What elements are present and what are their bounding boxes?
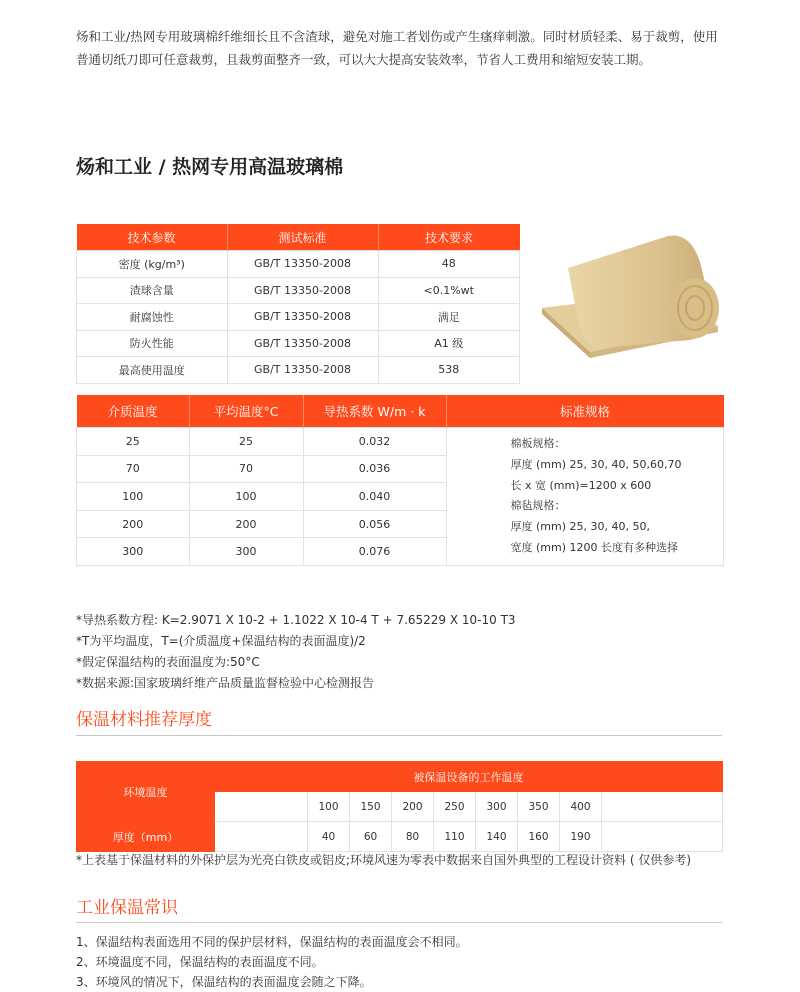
table-header-row bbox=[77, 762, 723, 792]
table-cell: 200 bbox=[77, 510, 190, 538]
table-cell: 渣球含量 bbox=[77, 277, 228, 304]
column-header: 被保温设备的工作温度 bbox=[215, 762, 723, 792]
column-header: 平均温度°C bbox=[189, 395, 303, 428]
table-cell: 300 bbox=[476, 792, 518, 822]
table-cell: 538 bbox=[378, 357, 520, 384]
table-cell: GB/T 13350-2008 bbox=[227, 251, 378, 278]
spec-line: 棉毡规格： bbox=[510, 499, 566, 513]
table-cell: 0.056 bbox=[303, 510, 446, 538]
table-cell: 60 bbox=[350, 822, 392, 852]
table-cell: 0.032 bbox=[303, 428, 446, 456]
glass-wool-roll-image bbox=[540, 230, 725, 370]
footnote: *数据来源:国家玻璃纤维产品质量监督检验中心检测报告 bbox=[76, 676, 375, 690]
table-cell: 48 bbox=[378, 251, 520, 278]
footnotes bbox=[76, 610, 516, 694]
table-cell: GB/T 13350-2008 bbox=[227, 357, 378, 384]
footnote: *T为平均温度，T=(介质温度+保温结构的表面温度)/2 bbox=[76, 634, 366, 648]
table-cell: 25 bbox=[77, 428, 190, 456]
table-cell: 密度 (kg/m³) bbox=[77, 251, 228, 278]
footnote: *导热系数方程: K=2.9071 X 10-2 + 1.1022 X 10-4 T + 7.65229 X 10-10 T3 bbox=[76, 613, 516, 627]
table-row bbox=[77, 822, 723, 852]
table-cell: 满足 bbox=[378, 304, 520, 331]
table-header-row bbox=[77, 395, 724, 428]
table-cell: GB/T 13350-2008 bbox=[227, 330, 378, 357]
table-cell: 200 bbox=[189, 510, 303, 538]
row-label: 厚度（mm） bbox=[77, 822, 215, 852]
column-header: 技术参数 bbox=[77, 224, 228, 251]
table-header-row bbox=[77, 224, 520, 251]
table-cell bbox=[215, 792, 308, 822]
spec-line: 厚度 (mm) 25, 30, 40, 50, bbox=[510, 520, 650, 534]
knowledge-list bbox=[76, 932, 468, 992]
list-item: 1、保温结构表面选用不同的保护层材料，保温结构的表面温度会不相同。 bbox=[76, 935, 468, 949]
table-cell: 350 bbox=[518, 792, 560, 822]
table-cell bbox=[602, 822, 723, 852]
table-cell: 防火性能 bbox=[77, 330, 228, 357]
column-header: 标准规格 bbox=[446, 395, 724, 428]
column-header: 技术要求 bbox=[378, 224, 520, 251]
table-row bbox=[77, 357, 520, 384]
table-cell: 25 bbox=[189, 428, 303, 456]
table-cell: GB/T 13350-2008 bbox=[227, 304, 378, 331]
column-header: 导热系数 W/m · k bbox=[303, 395, 446, 428]
spec-line: 棉板规格： bbox=[510, 437, 566, 451]
list-item: 2、环境温度不同，保温结构的表面温度不同。 bbox=[76, 955, 324, 969]
table-row bbox=[77, 251, 520, 278]
table-cell: <0.1%wt bbox=[378, 277, 520, 304]
column-header: 测试标准 bbox=[227, 224, 378, 251]
table-cell: 300 bbox=[77, 538, 190, 566]
table-cell: A1 级 bbox=[378, 330, 520, 357]
product-title: 炀和工业 / 热网专用高温玻璃棉 bbox=[76, 156, 344, 178]
table-cell: GB/T 13350-2008 bbox=[227, 277, 378, 304]
table-cell: 250 bbox=[434, 792, 476, 822]
table-cell bbox=[602, 792, 723, 822]
table-row bbox=[77, 277, 520, 304]
conductivity-table bbox=[76, 395, 724, 566]
column-header: 介质温度 bbox=[77, 395, 190, 428]
table-cell: 100 bbox=[189, 483, 303, 511]
section-divider bbox=[76, 735, 722, 736]
table-cell: 最高使用温度 bbox=[77, 357, 228, 384]
section-title: 保温材料推荐厚度 bbox=[76, 710, 212, 730]
table-cell: 200 bbox=[392, 792, 434, 822]
list-item: 3、环境风的情况下，保温结构的表面温度会随之下降。 bbox=[76, 975, 372, 989]
table-cell: 300 bbox=[189, 538, 303, 566]
table-cell bbox=[215, 822, 308, 852]
table-cell: 耐腐蚀性 bbox=[77, 304, 228, 331]
table-cell: 140 bbox=[476, 822, 518, 852]
table-row bbox=[77, 304, 520, 331]
table-row bbox=[77, 330, 520, 357]
section-divider bbox=[76, 922, 722, 923]
table-cell: 100 bbox=[308, 792, 350, 822]
table-cell: 70 bbox=[77, 455, 190, 483]
row-label: 环境温度 bbox=[77, 762, 215, 822]
spec-cell bbox=[446, 428, 724, 566]
table-cell: 0.036 bbox=[303, 455, 446, 483]
table-cell: 100 bbox=[77, 483, 190, 511]
table-cell: 0.040 bbox=[303, 483, 446, 511]
table-cell: 110 bbox=[434, 822, 476, 852]
table-row bbox=[77, 428, 724, 456]
table-cell: 400 bbox=[560, 792, 602, 822]
section-title: 工业保温常识 bbox=[76, 898, 178, 918]
table-cell: 190 bbox=[560, 822, 602, 852]
intro-paragraph: 炀和工业/热网专用玻璃棉纤维细长且不含渣球，避免对施工者划伤或产生瘙痒刺激。同时材质轻柔、易于裁剪，使用普通切纸刀即可任意裁剪，且裁剪面整齐一致，可以大大提高安装效率，节省人工费用和缩短安装工期。 bbox=[76, 28, 718, 67]
table-footnote: *上表基于保温材料的外保护层为光亮白铁皮或铝皮;环境风速为零表中数据来自国外典型的工程设计资料 ( 仅供参考) bbox=[76, 853, 692, 867]
thickness-table bbox=[76, 761, 723, 852]
table-cell: 0.076 bbox=[303, 538, 446, 566]
footnote: *假定保温结构的表面温度为:50°C bbox=[76, 655, 260, 669]
table-cell: 80 bbox=[392, 822, 434, 852]
spec-line: 长 x 宽 (mm)=1200 x 600 bbox=[510, 478, 652, 492]
spec-line: 厚度 (mm) 25, 30, 40, 50,60,70 bbox=[510, 457, 682, 471]
spec-line: 宽度 (mm) 1200 长度有多种选择 bbox=[510, 541, 678, 555]
table-cell: 70 bbox=[189, 455, 303, 483]
table-cell: 160 bbox=[518, 822, 560, 852]
table-cell: 150 bbox=[350, 792, 392, 822]
spec-table bbox=[76, 224, 520, 384]
table-cell: 40 bbox=[308, 822, 350, 852]
